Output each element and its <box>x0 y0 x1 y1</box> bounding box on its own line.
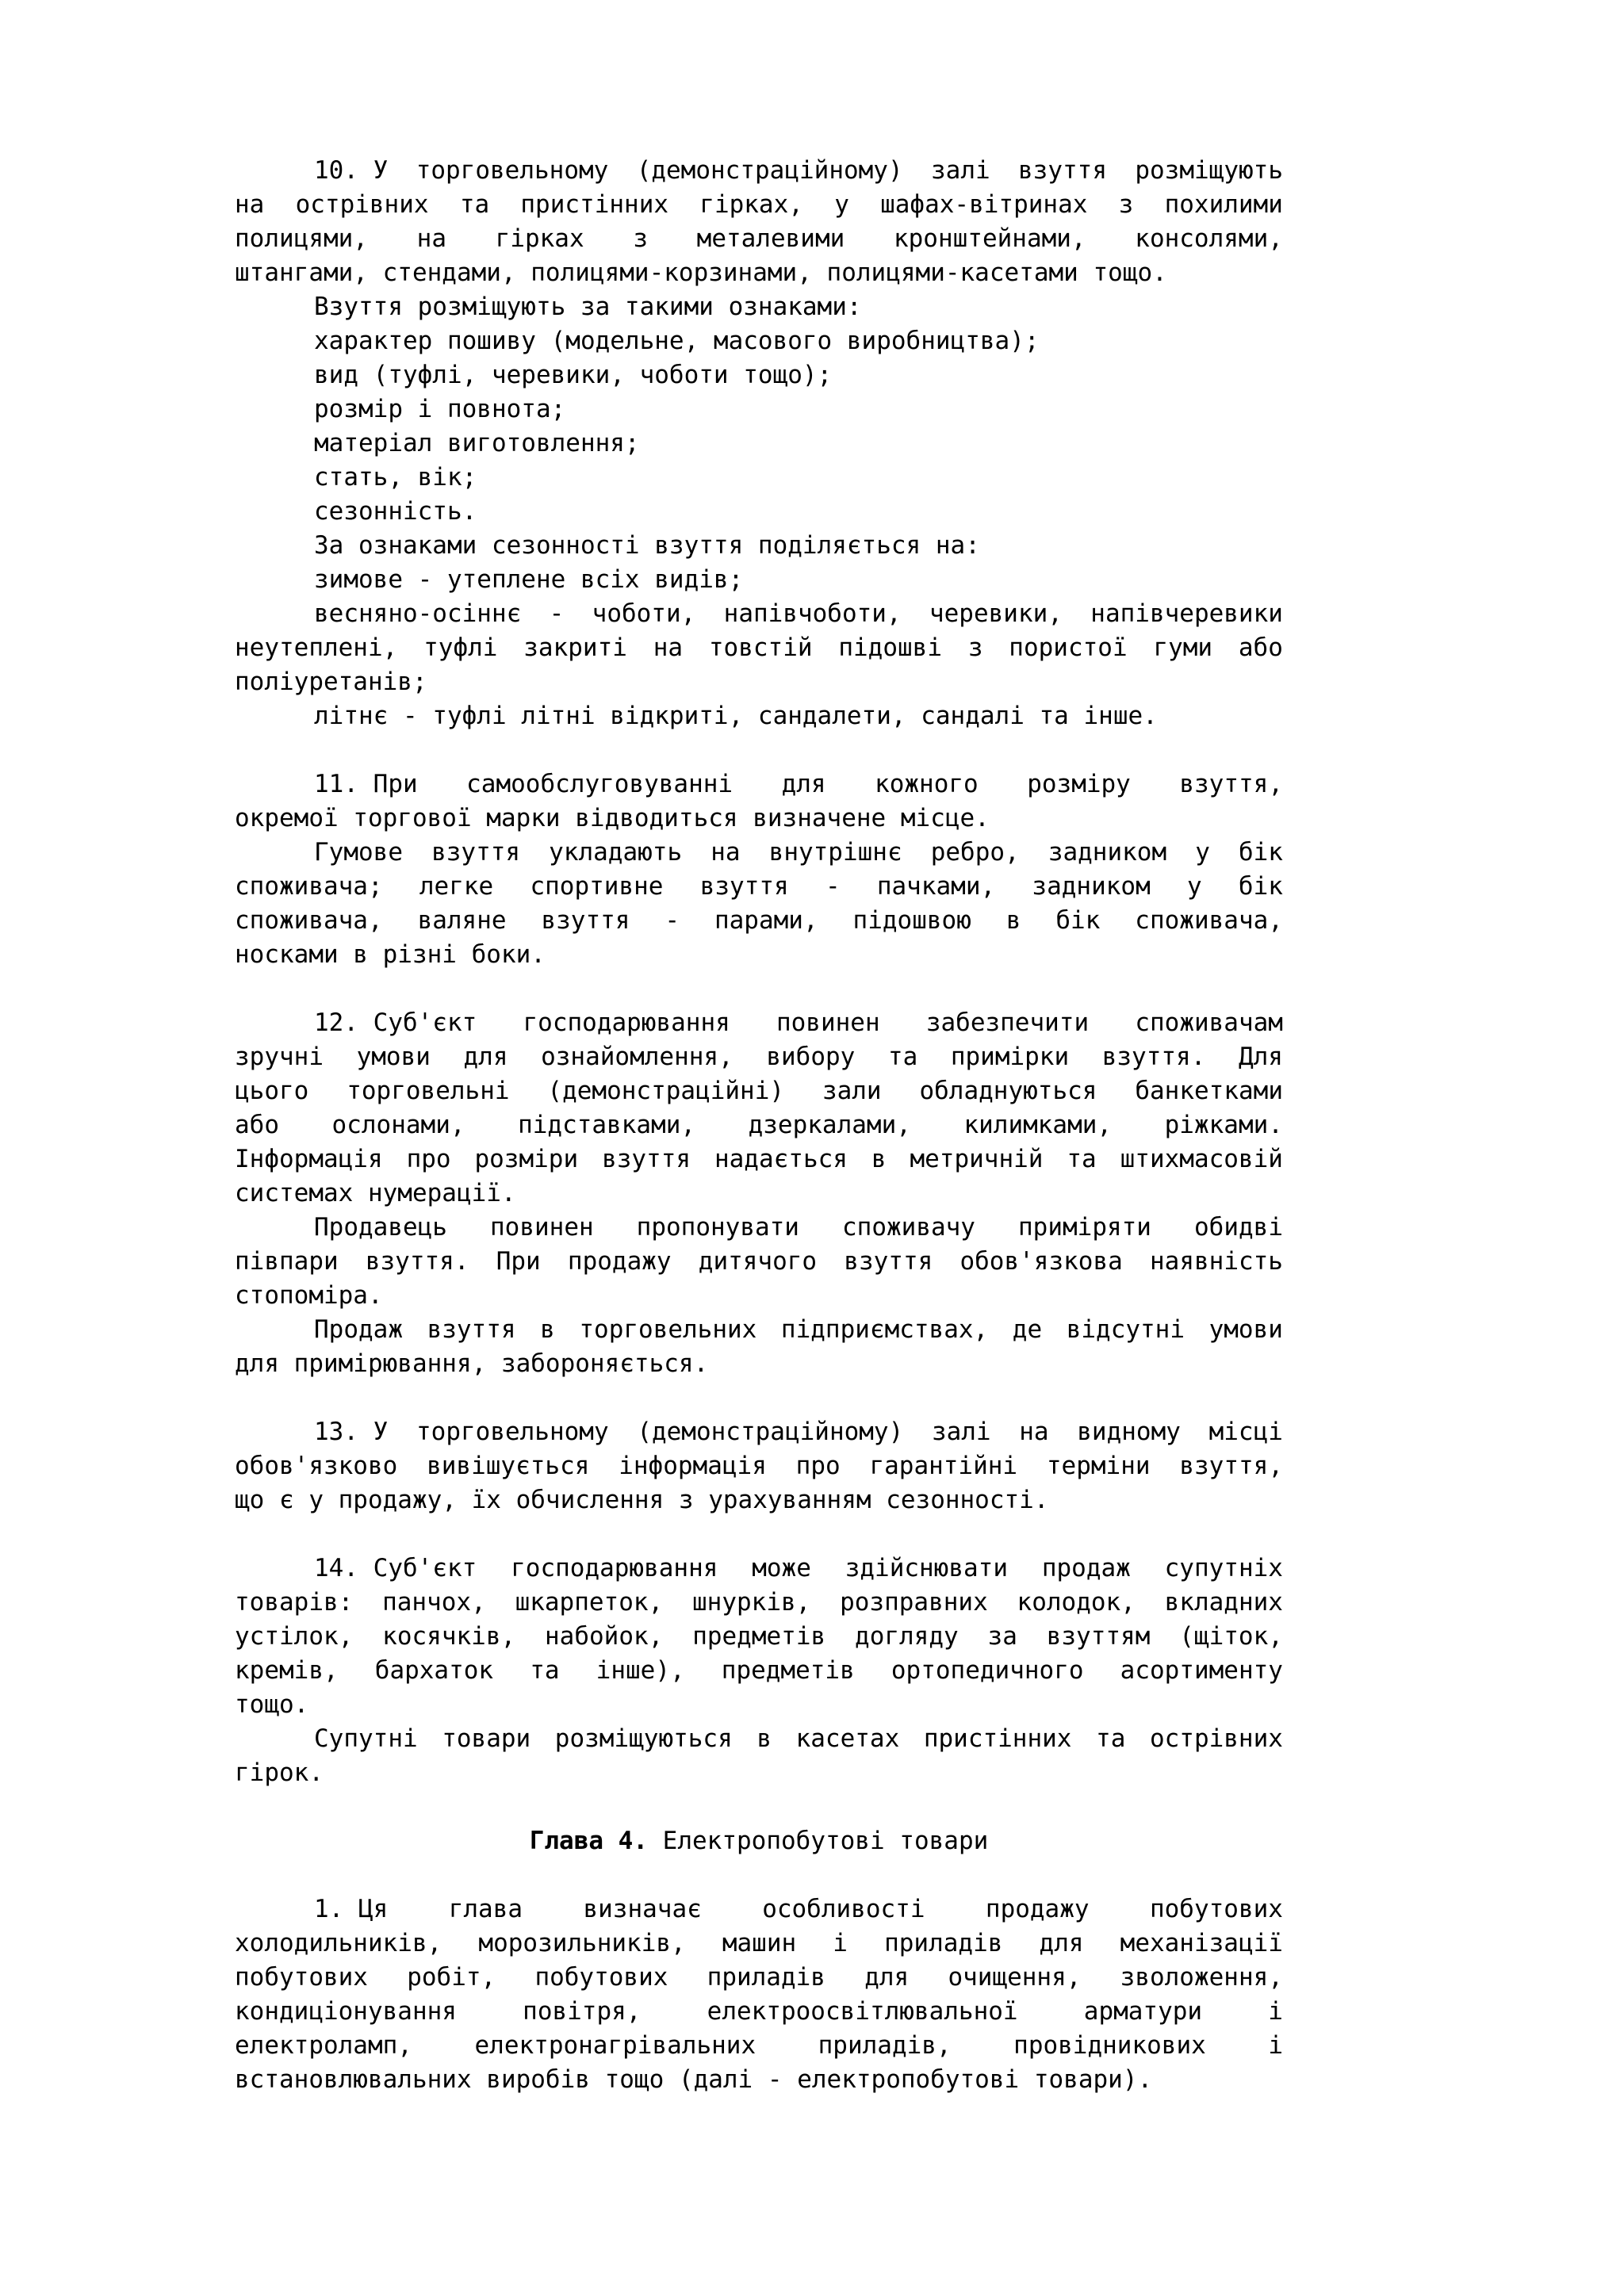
word: розміри <box>474 1145 579 1173</box>
word: Для <box>1238 1043 1283 1071</box>
word: взуття <box>699 872 789 901</box>
word: і <box>1268 1997 1283 2026</box>
word: гуми <box>1153 633 1213 662</box>
word: півпари <box>235 1247 339 1276</box>
word: здійснювати <box>845 1554 1009 1582</box>
word: ознайомлення, <box>541 1043 733 1071</box>
word: устілок, <box>235 1622 354 1651</box>
word: взуття <box>427 1315 516 1344</box>
word: провідникових <box>1013 2031 1206 2060</box>
paragraph-line <box>235 631 1283 665</box>
paragraph-line <box>235 1995 1283 2029</box>
word: на <box>235 190 265 219</box>
word: на <box>1019 1418 1049 1446</box>
paragraph-line: За ознаками сезонності взуття поділяється на: <box>314 531 980 560</box>
word: обидві <box>1194 1213 1283 1242</box>
word: обов'язково <box>235 1452 398 1480</box>
paragraph-line <box>235 1620 1283 1654</box>
word: валяне <box>417 906 507 935</box>
word: повітря, <box>523 1997 642 2026</box>
paragraph-line <box>235 2029 1283 2063</box>
paragraph-line <box>235 1961 1283 1995</box>
word: взуття <box>541 906 630 935</box>
blank-line <box>235 972 1283 1006</box>
word: глава <box>448 1895 523 1923</box>
word: бік <box>1238 838 1283 867</box>
word: консолями, <box>1135 224 1283 253</box>
word: місці <box>1208 1418 1283 1446</box>
word: в <box>1005 906 1021 935</box>
list-item: вид (туфлі, черевики, чоботи тощо); <box>314 361 833 389</box>
word: продажу <box>985 1895 1090 1923</box>
word: на <box>710 838 741 867</box>
word: взуття, <box>1179 770 1283 798</box>
word: або <box>1238 633 1283 662</box>
word: пористої <box>1009 633 1128 662</box>
word: взуття. <box>365 1247 469 1276</box>
word: предметів <box>721 1656 855 1685</box>
word: банкетками <box>1135 1077 1283 1105</box>
word: приладів, <box>818 2031 952 2060</box>
word: господарювання <box>523 1008 730 1037</box>
word: дзеркалами, <box>748 1111 911 1139</box>
word: зали <box>822 1077 882 1105</box>
word: неутеплені, <box>235 633 398 662</box>
paragraph-line <box>235 1927 1283 1961</box>
word: взуття <box>602 1145 691 1173</box>
word: обладнуються <box>919 1077 1097 1105</box>
word: відсутні <box>1066 1315 1185 1344</box>
word: залі <box>931 1418 991 1446</box>
word: терміни <box>1046 1452 1151 1480</box>
word: особливості <box>762 1895 925 1923</box>
word: підставками, <box>518 1111 696 1139</box>
paragraph-line: що є у продажу, їх обчислення з урахуванням сезонності. <box>235 1486 1049 1514</box>
word: приладів <box>884 1929 1003 1957</box>
blank-line <box>235 1790 1283 1824</box>
word: (щіток, <box>1179 1622 1283 1651</box>
word: морозильників, <box>478 1929 686 1957</box>
paragraph-line <box>235 1449 1283 1483</box>
word: та <box>887 1043 918 1071</box>
word: 12. Суб'єкт <box>314 1008 477 1037</box>
word: торговельному <box>416 156 609 185</box>
paragraph-line: поліуретанів; <box>235 668 427 696</box>
paragraph-line: носками в різні боки. <box>235 940 546 969</box>
word: кронштейнами, <box>893 224 1086 253</box>
word: електронагрівальних <box>474 2031 756 2060</box>
paragraph-line <box>235 1245 1283 1279</box>
paragraph-line <box>235 1722 1283 1756</box>
blank-line <box>235 1381 1283 1415</box>
word: споживача, <box>235 906 383 935</box>
word: Супутні <box>314 1724 418 1753</box>
paragraph-line <box>235 154 1283 188</box>
word: зручні <box>235 1043 324 1071</box>
word: дитячого <box>698 1247 818 1276</box>
word: взуття, <box>1179 1452 1283 1480</box>
word: штихмасовій <box>1120 1145 1283 1173</box>
word: черевики, <box>929 599 1063 628</box>
word: товстій <box>708 633 813 662</box>
blank-line <box>235 733 1283 767</box>
word: та <box>1096 1724 1126 1753</box>
word: про <box>406 1145 451 1173</box>
word: за <box>987 1622 1017 1651</box>
word: приміряти <box>1018 1213 1151 1242</box>
word: приладів <box>707 1963 825 1992</box>
word: гірках <box>495 224 584 253</box>
word: товарів: <box>235 1588 354 1617</box>
word: 11. При <box>314 770 418 798</box>
word: у <box>1195 838 1210 867</box>
word: панчох, <box>382 1588 486 1617</box>
word: кондиціонування <box>235 1997 457 2026</box>
word: шкарпеток, <box>515 1588 664 1617</box>
paragraph-line <box>235 870 1283 904</box>
paragraph-line: окремої торгової марки відводиться визначене місце. <box>235 804 990 832</box>
list-item: матеріал виготовлення; <box>314 429 640 457</box>
word: металевими <box>696 224 845 253</box>
word: (демонстраційні) <box>547 1077 785 1105</box>
word: де <box>1012 1315 1043 1344</box>
word: полицями, <box>235 224 368 253</box>
paragraph-line: системах нумерації. <box>235 1179 516 1207</box>
word: напівчеревики <box>1090 599 1283 628</box>
word: і <box>833 1929 848 1957</box>
word: косячків, <box>382 1622 516 1651</box>
paragraph-line: Взуття розміщують за такими ознаками: <box>314 293 862 321</box>
word: взуття. <box>1101 1043 1206 1071</box>
word: 13. У <box>314 1418 389 1446</box>
word: інформація <box>619 1452 767 1480</box>
word: з <box>633 224 648 253</box>
word: умови <box>356 1043 431 1071</box>
word: пропонувати <box>636 1213 799 1242</box>
word: острівних <box>295 190 429 219</box>
word: зволоження, <box>1120 1963 1283 1992</box>
word: вивішується <box>427 1452 590 1480</box>
paragraph-line <box>235 1892 1283 1927</box>
word: колодок, <box>1017 1588 1136 1617</box>
word: в <box>871 1145 887 1173</box>
word: арматури <box>1083 1997 1203 2026</box>
word: в <box>540 1315 555 1344</box>
word: набойок, <box>545 1622 664 1651</box>
word: надається <box>714 1145 848 1173</box>
word: підприємствах, <box>780 1315 989 1344</box>
list-item: розмір і повнота; <box>314 395 566 423</box>
blank-line <box>235 1858 1283 1892</box>
paragraph-line <box>235 1313 1283 1347</box>
word: шнурків, <box>692 1588 811 1617</box>
paragraph-line <box>235 767 1283 802</box>
word: про <box>795 1452 841 1480</box>
word: 10. У <box>314 156 389 185</box>
paragraph-line <box>235 1586 1283 1620</box>
word: на <box>653 633 684 662</box>
word: взуттям <box>1046 1622 1151 1651</box>
chapter-label: Глава 4. <box>529 1827 649 1855</box>
word: продаж <box>1041 1554 1131 1582</box>
word: бархаток <box>374 1656 494 1685</box>
word: предметів <box>692 1622 826 1651</box>
word: побутових <box>534 1963 668 1992</box>
word: парами, <box>714 906 818 935</box>
paragraph-line: штангами, стендами, полицями-корзинами, полицями-касетами тощо. <box>235 258 1167 287</box>
paragraph-line: встановлювальних виробів тощо (далі - електропобутові товари). <box>235 2065 1153 2094</box>
word: ортопедичного <box>891 1656 1084 1685</box>
word: споживача; <box>235 872 383 901</box>
word: у <box>1186 872 1202 901</box>
word: машин <box>722 1929 797 1957</box>
word: для <box>463 1043 508 1071</box>
paragraph-line <box>235 1211 1283 1245</box>
word: підошві <box>838 633 942 662</box>
word: та <box>459 190 490 219</box>
word: торговельних <box>579 1315 757 1344</box>
word: весняно-осіннє <box>314 599 522 628</box>
chapter-heading <box>235 1824 1283 1858</box>
word: очищення, <box>948 1963 1082 1992</box>
word: взуття <box>844 1247 933 1276</box>
word: та <box>1067 1145 1097 1173</box>
word: закриті <box>523 633 627 662</box>
word: асортименту <box>1120 1656 1283 1685</box>
word: пристінних <box>520 190 669 219</box>
word: легке <box>419 872 494 901</box>
word: Гумове <box>314 838 403 867</box>
word: укладають <box>549 838 683 867</box>
paragraph-line: стопоміра. <box>235 1281 383 1310</box>
word: касетах <box>795 1724 900 1753</box>
chapter-title: Електропобутові товари <box>648 1827 989 1855</box>
word: споживача, <box>1135 906 1283 935</box>
word: товари <box>442 1724 531 1753</box>
paragraph-line <box>235 1040 1283 1074</box>
word: чоботи, <box>592 599 696 628</box>
word: наявність <box>1150 1247 1283 1276</box>
word: визначає <box>583 1895 702 1923</box>
word: для <box>781 770 826 798</box>
paragraph-line <box>235 836 1283 870</box>
word: пристінних <box>923 1724 1072 1753</box>
word: у <box>834 190 849 219</box>
word: холодильників, <box>235 1929 442 1957</box>
word: (демонстраційному) <box>637 1418 904 1446</box>
word: з <box>1118 190 1134 219</box>
word: вибору <box>766 1043 856 1071</box>
paragraph-line <box>235 1415 1283 1449</box>
word: ребро, <box>930 838 1020 867</box>
paragraph-line: тощо. <box>235 1690 309 1719</box>
word: забезпечити <box>925 1008 1090 1037</box>
word: - <box>549 599 565 628</box>
word: внутрішнє <box>768 838 902 867</box>
paragraph-line: для примірювання, забороняється. <box>235 1349 709 1378</box>
word: розміщують <box>1135 156 1283 185</box>
word: ріжками. <box>1164 1111 1283 1139</box>
word: підошвою <box>852 906 971 935</box>
word: електроламп, <box>235 2031 412 2060</box>
word: шафах-вітринах <box>880 190 1088 219</box>
word: напівчоботи, <box>723 599 902 628</box>
word: видному <box>1077 1418 1181 1446</box>
word: повинен <box>776 1008 880 1037</box>
word: Продавець <box>314 1213 447 1242</box>
word: для <box>1039 1929 1084 1957</box>
word: кожного <box>875 770 979 798</box>
list-item: характер пошиву (модельне, масового виробництва); <box>314 327 1040 355</box>
word: торговельні <box>347 1077 510 1105</box>
word: бік <box>1055 906 1101 935</box>
word: ослонами, <box>331 1111 465 1139</box>
word: догляду <box>855 1622 959 1651</box>
word: повинен <box>490 1213 594 1242</box>
word: бік <box>1238 872 1283 901</box>
list-item: зимове - утеплене всіх видів; <box>314 565 744 594</box>
paragraph-line <box>235 904 1283 938</box>
word: і <box>1268 2031 1283 2060</box>
word: задником <box>1048 838 1167 867</box>
word: для <box>864 1963 910 1992</box>
word: обов'язкова <box>959 1247 1123 1276</box>
word: - <box>665 906 680 935</box>
word: розправних <box>840 1588 988 1617</box>
list-item <box>235 597 1283 631</box>
word: похилими <box>1164 190 1283 219</box>
blank-line <box>235 1517 1283 1552</box>
word: туфлі <box>423 633 498 662</box>
word: розміру <box>1027 770 1131 798</box>
paragraph-line: гірок. <box>235 1758 324 1787</box>
word: торговельному <box>416 1418 609 1446</box>
word: кремів, <box>235 1656 339 1685</box>
word: продажу <box>567 1247 672 1276</box>
word: гірках, <box>699 190 803 219</box>
word: або <box>235 1111 279 1139</box>
paragraph-line <box>235 1142 1283 1177</box>
word: (демонстраційному) <box>636 156 903 185</box>
word: супутніх <box>1164 1554 1283 1582</box>
word: споживачам <box>1135 1008 1283 1037</box>
word: електроосвітлювальної <box>707 1997 1018 2026</box>
word: може <box>752 1554 811 1582</box>
word: споживачу <box>842 1213 975 1242</box>
word: взуття <box>431 838 521 867</box>
word: в <box>756 1724 772 1753</box>
list-item: стать, вік; <box>314 463 477 492</box>
word: господарювання <box>511 1554 718 1582</box>
word: Інформація <box>235 1145 383 1173</box>
paragraph-line <box>235 1654 1283 1688</box>
word: метричній <box>910 1145 1044 1173</box>
word: - <box>825 872 841 901</box>
word: пачками, <box>876 872 996 901</box>
word: вкладних <box>1164 1588 1283 1617</box>
word: розміщуються <box>554 1724 733 1753</box>
word: При <box>496 1247 541 1276</box>
word: механізації <box>1120 1929 1283 1957</box>
list-item: літнє - туфлі літні відкриті, сандалети, сандалі та інше. <box>314 702 1158 730</box>
paragraph-line <box>235 1108 1283 1142</box>
word: спортивне <box>530 872 664 901</box>
word: 1. Ця <box>314 1895 389 1923</box>
word: робіт, <box>407 1963 496 1992</box>
word: гарантійні <box>869 1452 1018 1480</box>
word: цього <box>235 1077 309 1105</box>
word: залі <box>931 156 990 185</box>
word: на <box>416 224 446 253</box>
paragraph-line <box>235 222 1283 256</box>
word: побутових <box>1149 1895 1283 1923</box>
word: та <box>530 1656 560 1685</box>
word: з <box>967 633 983 662</box>
word: примірки <box>950 1043 1070 1071</box>
word: умови <box>1208 1315 1283 1344</box>
word: килимками, <box>963 1111 1113 1139</box>
paragraph-line <box>235 1074 1283 1108</box>
word: інше), <box>596 1656 685 1685</box>
word: острівних <box>1149 1724 1283 1753</box>
word: задником <box>1032 872 1151 901</box>
paragraph-line <box>235 1006 1283 1040</box>
word: побутових <box>235 1963 368 1992</box>
word: Продаж <box>314 1315 403 1344</box>
paragraph-line <box>235 1552 1283 1586</box>
word: самообслуговуванні <box>466 770 733 798</box>
word: 14. Суб'єкт <box>314 1554 477 1582</box>
word: взуття <box>1018 156 1107 185</box>
paragraph-line <box>235 188 1283 222</box>
list-item: сезонність. <box>314 497 477 526</box>
document-page <box>235 154 1283 2097</box>
